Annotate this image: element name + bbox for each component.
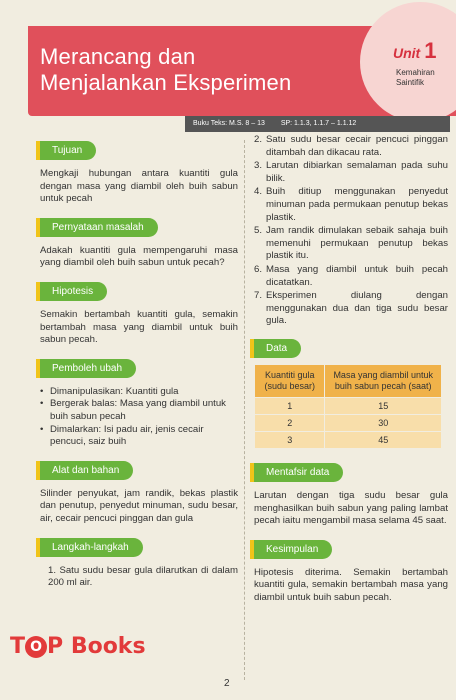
logo-letter-p: P	[47, 634, 64, 659]
hipotesis-text: Semakin bertambah kuantiti gula, semakin bertambah masa yang diambil untuk buih sabun pecah.	[40, 308, 238, 346]
title-line-1: Merancang dan	[40, 44, 196, 69]
column-header-masa: Masa yang diambil untuk buih sabun pecah (saat)	[325, 364, 442, 397]
list-item	[254, 160, 448, 185]
right-column	[254, 134, 448, 604]
section-tab-masalah: Pernyataan masalah	[40, 218, 158, 237]
unit-number: 1	[424, 38, 437, 63]
section-tab-mentafsir: Mentafsir data	[254, 463, 343, 482]
steps-list	[254, 134, 448, 328]
table-cell: 30	[325, 414, 442, 431]
column-header-kuantiti: Kuantiti gula (sudu besar)	[255, 364, 325, 397]
section-tab-hipotesis: Hipotesis	[40, 282, 107, 301]
section-tab-pemboleh-ubah: Pemboleh ubah	[40, 359, 136, 378]
list-item	[254, 290, 448, 328]
table-cell: 2	[255, 414, 325, 431]
unit-subtitle: Kemahiran Saintifik	[396, 68, 435, 87]
pemboleh-ubah-list	[40, 386, 238, 449]
table-cell: 45	[325, 431, 442, 448]
data-table	[254, 364, 442, 449]
reference-bar	[185, 116, 450, 132]
mentafsir-text: Larutan dengan tiga sudu besar gula menghasilkan buih sabun yang paling lambat pecah iaitu mengambil masa selama 45 saat.	[254, 489, 448, 527]
step-text: Buih ditiup menggunakan penyedut minuman pada permukaan penutup bekas plastik.	[266, 186, 448, 223]
step-number: 5.	[254, 225, 263, 237]
list-item: • Bergerak balas: Masa yang diambil untuk buih sabun pecah	[40, 398, 238, 423]
logo-word-books: Books	[70, 634, 146, 659]
section-tab-data: Data	[254, 339, 301, 358]
section-tab-langkah: Langkah-langkah	[40, 538, 143, 557]
sp-reference: SP: 1.1.3, 1.1.7 – 1.1.12	[280, 120, 357, 127]
step-text: Masa yang diambil untuk buih pecah dicatatkan.	[266, 263, 448, 288]
logo-letter-o: O	[25, 636, 47, 658]
list-item	[254, 134, 448, 159]
list-item: • Dimalarkan: Isi padu air, jenis cecair pencuci, saiz buih	[40, 424, 238, 449]
table-row	[255, 431, 442, 448]
chapter-title	[40, 44, 291, 96]
unit-label	[393, 38, 436, 64]
tujuan-text: Mengkaji hubungan antara kuantiti gula dengan masa yang diambil oleh buih sabun untuk pecah	[40, 168, 238, 205]
left-column	[40, 140, 238, 590]
column-divider	[244, 140, 245, 680]
table-cell: 3	[255, 431, 325, 448]
list-item: • Dimanipulasikan: Kuantiti gula	[40, 386, 238, 399]
step-text: Eksperimen diulang dengan menggunakan dua dan tiga sudu besar gula.	[266, 290, 448, 327]
step-number: 7.	[254, 290, 263, 302]
section-tab-alat: Alat dan bahan	[40, 461, 133, 480]
masalah-text: Adakah kuantiti gula mempengaruhi masa yang diambil oleh buih sabun untuk pecah?	[40, 244, 238, 269]
table-cell: 1	[255, 397, 325, 414]
step-number: 2.	[254, 134, 263, 145]
step-text: Larutan dibiarkan semalaman pada suhu bilik.	[266, 160, 448, 184]
page-number: 2	[224, 678, 230, 689]
table-row	[255, 397, 442, 414]
logo-letter-t: T	[10, 634, 26, 659]
section-tab-kesimpulan: Kesimpulan	[254, 540, 332, 559]
list-item	[254, 264, 448, 289]
section-tab-tujuan: Tujuan	[40, 141, 96, 160]
table-header-row	[255, 364, 442, 397]
step-number: 4.	[254, 186, 263, 198]
kesimpulan-text: Hipotesis diterima. Semakin bertambah kuantiti gula, semakin bertambah masa yang diambil untuk buih sabun pecah.	[254, 566, 448, 603]
textbook-reference: Buku Teks: M.S. 8 – 13	[193, 120, 265, 127]
title-line-2: Menjalankan Eksperimen	[40, 70, 292, 95]
step-text: Jam randik dimulakan sebaik sahaja buih memenuhi permukaan penutup bekas plastik itu.	[266, 225, 448, 262]
step-text: Satu sudu besar cecair pencuci pinggan ditambah dan dikacau rata.	[266, 134, 448, 158]
step-number: 6.	[254, 263, 263, 275]
step-number: 3.	[254, 160, 263, 172]
unit-word: Unit	[393, 45, 421, 61]
alat-text: Silinder penyukat, jam randik, bekas plastik dan penutup, penyedut minuman, sudu besar, air, cecair pencuci pinggan dan gula	[40, 487, 238, 524]
list-item	[254, 225, 448, 263]
topbooks-logo	[10, 634, 146, 660]
list-item	[254, 186, 448, 224]
langkah-first-step: 1. Satu sudu besar gula dilarutkan di dalam 200 ml air.	[48, 564, 238, 589]
table-row	[255, 414, 442, 431]
table-cell: 15	[325, 397, 442, 414]
